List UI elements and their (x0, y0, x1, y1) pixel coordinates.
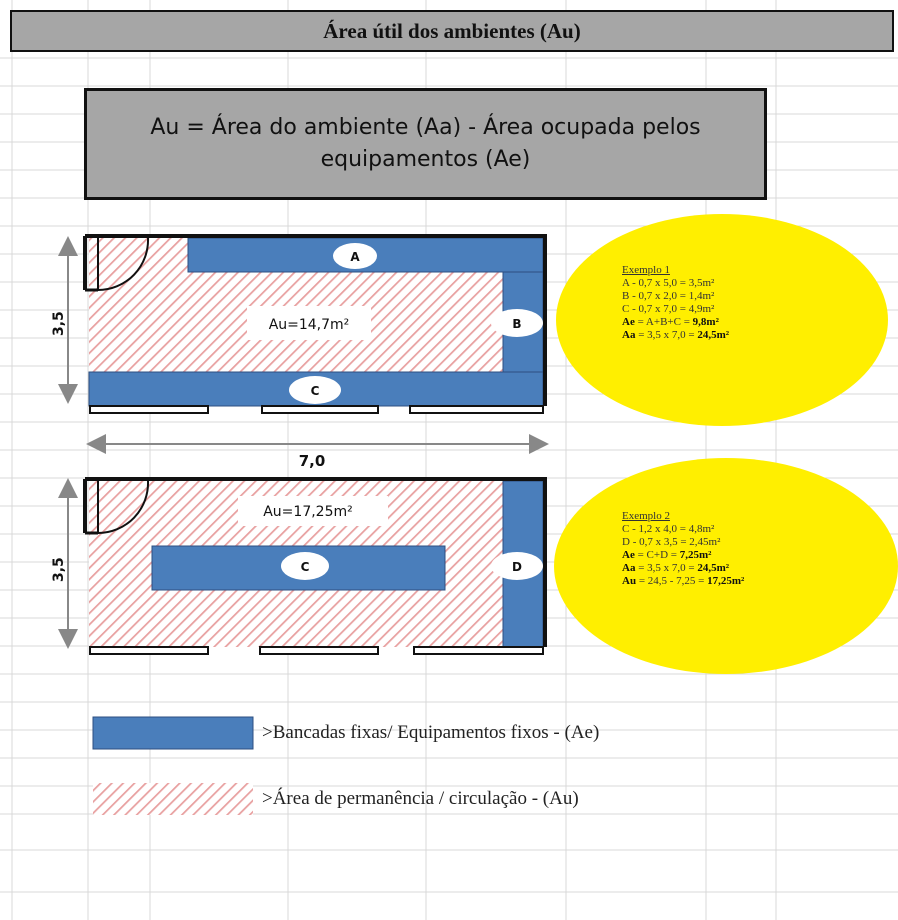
width-label: 7,0 (298, 452, 326, 470)
legend-fixed-swatch (93, 717, 253, 749)
window (90, 647, 208, 654)
marker-c: C (310, 384, 320, 398)
example-2-ae: Ae = C+D = 7,25m² (622, 549, 712, 561)
example-1-ae: Ae = A+B+C = 9,8m² (622, 316, 719, 328)
window (414, 647, 543, 654)
example-1-line: B - 0,7 x 2,0 = 1,4m² (622, 290, 715, 302)
example-1-aa: Aa = 3,5 x 7,0 = 24,5m² (622, 329, 730, 341)
height-label-1: 3,5 (51, 311, 67, 336)
example-1-text (622, 264, 729, 342)
example-2-au: Au = 24,5 - 7,25 = 17,25m² (622, 575, 745, 587)
legend-circulation-swatch (93, 783, 253, 815)
example-2-aa: Aa = 3,5 x 7,0 = 24,5m² (622, 562, 730, 574)
legend-fixed-label: >Bancadas fixas/ Equipamentos fixos - (Ae) (262, 722, 600, 743)
example-2-text (622, 510, 744, 588)
formula-text: Au = Área do ambiente (Aa) - Área ocupada pelos equipamentos (Ae) (150, 115, 701, 172)
page-title: Área útil dos ambientes (Au) (10, 10, 894, 52)
window (90, 406, 208, 413)
example-2-line: D - 0,7 x 3,5 = 2,45m² (622, 536, 721, 548)
height-label-2: 3,5 (51, 557, 67, 582)
example-2-title: Exemplo 2 (622, 510, 670, 522)
area-label-1: Au=14,7m² (268, 317, 350, 333)
example-2-line: C - 1,2 x 4,0 = 4,8m² (622, 523, 715, 535)
marker-a: A (350, 250, 360, 264)
area-label-2: Au=17,25m² (263, 504, 353, 520)
marker-c: C (300, 560, 310, 574)
example-1-title: Exemplo 1 (622, 264, 670, 276)
room-plan-1 (51, 236, 545, 470)
marker-b: B (512, 317, 522, 331)
window (410, 406, 543, 413)
marker-d: D (512, 560, 522, 574)
room-plan-2 (51, 479, 545, 654)
window (262, 406, 378, 413)
legend-circulation-label: >Área de permanência / circulação - (Au) (262, 788, 579, 809)
example-1-line: A - 0,7 x 5,0 = 3,5m² (622, 277, 715, 289)
window (260, 647, 378, 654)
example-1-line: C - 0,7 x 7,0 = 4,9m² (622, 303, 715, 315)
